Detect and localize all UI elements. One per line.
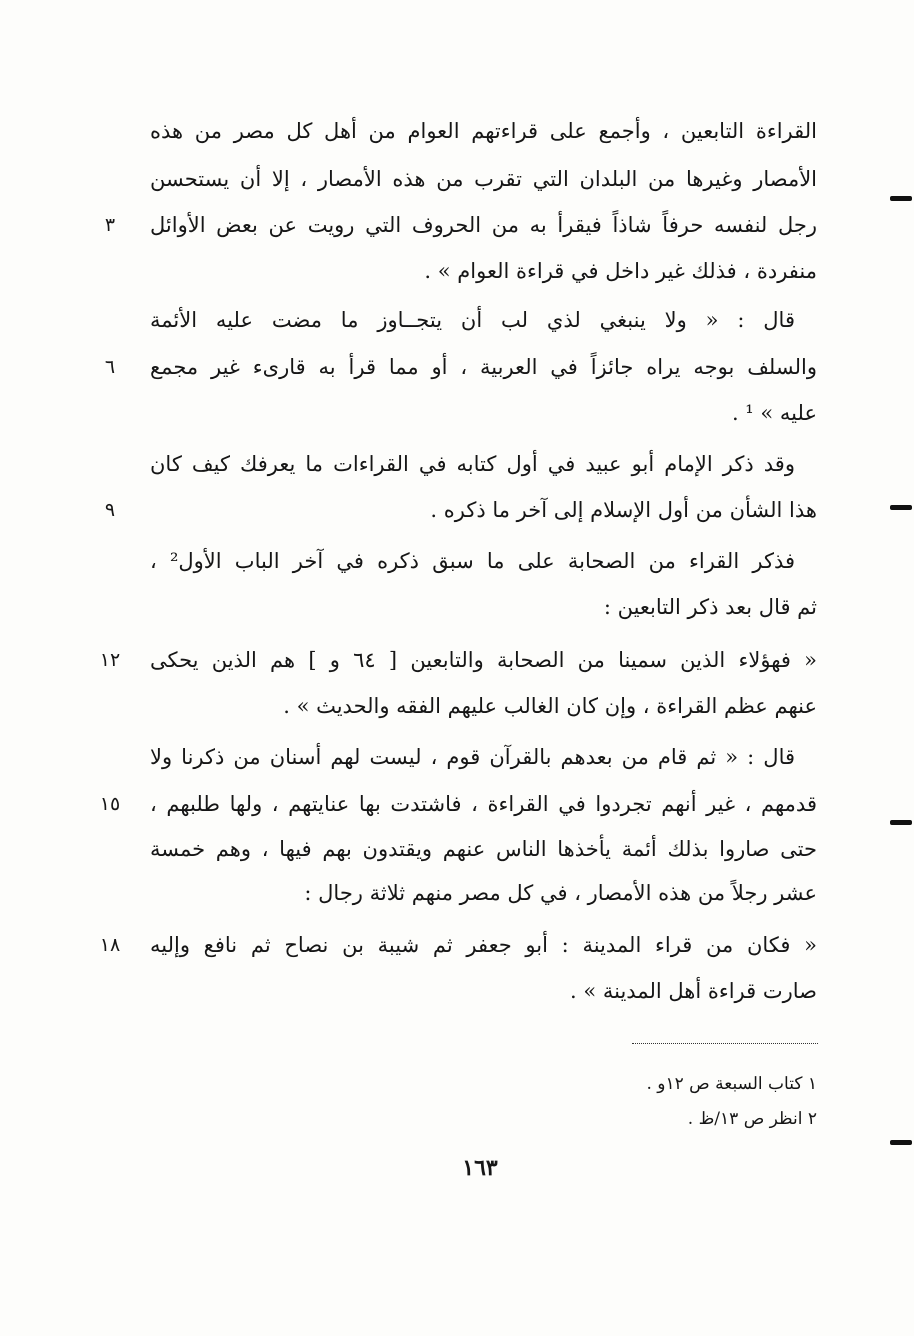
text-line: والسلف بوجه يراه جائزاً في العربية ، أو مما قرأ به قارىء غير مجمع (150, 355, 817, 379)
footnote: ٢ انظر ص ١٣/ظ . (687, 1109, 817, 1129)
margin-mark (890, 505, 912, 510)
line-number: ١٢ (99, 649, 121, 671)
text-line: فذكر القراء من الصحابة على ما سبق ذكره في آخر الباب الأول² ، (150, 549, 795, 573)
footnote-separator (632, 1043, 818, 1044)
text-line: صارت قراءة أهل المدينة » . (569, 979, 817, 1003)
text-line: القراءة التابعين ، وأجمع على قراءتهم العوام من أهل كل مصر من هذه (150, 119, 817, 143)
line-number: ٦ (104, 356, 116, 378)
page-number: ١٦٣ (462, 1155, 498, 1181)
text-line: ثم قال بعد ذكر التابعين : (603, 595, 817, 619)
line-number: ٩ (104, 499, 116, 521)
margin-mark (890, 1140, 912, 1145)
text-line: عليه » ¹ . (731, 401, 817, 425)
line-number: ١٥ (99, 793, 121, 815)
text-line: عشر رجلاً من هذه الأمصار ، في كل مصر منهم ثلاثة رجال : (304, 881, 817, 905)
text-line: رجل لنفسه حرفاً شاذاً فيقرأ به من الحروف التي رويت عن بعض الأوائل (150, 213, 817, 237)
text-line: قال : « ثم قام من بعدهم بالقرآن قوم ، ليست لهم أسنان من ذكرنا ولا (150, 745, 795, 769)
text-line: عنهم عظم القراءة ، وإن كان الغالب عليهم الفقه والحديث » . (283, 694, 817, 718)
text-line: قال : « ولا ينبغي لذي لب أن يتجــاوز ما مضت عليه الأئمة (150, 308, 795, 332)
text-line: هذا الشأن من أول الإسلام إلى آخر ما ذكره . (430, 498, 817, 522)
text-line: قدمهم ، غير أنهم تجردوا في القراءة ، فاشتدت بها عنايتهم ، ولها طلبهم ، (150, 792, 817, 816)
margin-mark (890, 820, 912, 825)
text-line: « فكان من قراء المدينة : أبو جعفر ثم شيبة بن نصاح ثم نافع وإليه (150, 933, 817, 957)
text-line: وقد ذكر الإمام أبو عبيد في أول كتابه في القراءات ما يعرفك كيف كان (150, 452, 795, 476)
line-number: ٣ (104, 214, 116, 236)
footnote: ١ كتاب السبعة ص ١٢و . (646, 1074, 817, 1094)
text-line: حتى صاروا بذلك أئمة يأخذها الناس عنهم ويقتدون بهم فيها ، وهم خمسة (150, 837, 817, 861)
line-number: ١٨ (99, 934, 121, 956)
text-line: « فهؤلاء الذين سمينا من الصحابة والتابعين [ ٦٤ و ] هم الذين يحكى (150, 648, 817, 672)
text-line: الأمصار وغيرها من البلدان التي تقرب من هذه الأمصار ، إلا أن يستحسن (150, 167, 817, 191)
text-line: منفردة ، فذلك غير داخل في قراءة العوام » . (424, 259, 817, 283)
margin-mark (890, 196, 912, 201)
